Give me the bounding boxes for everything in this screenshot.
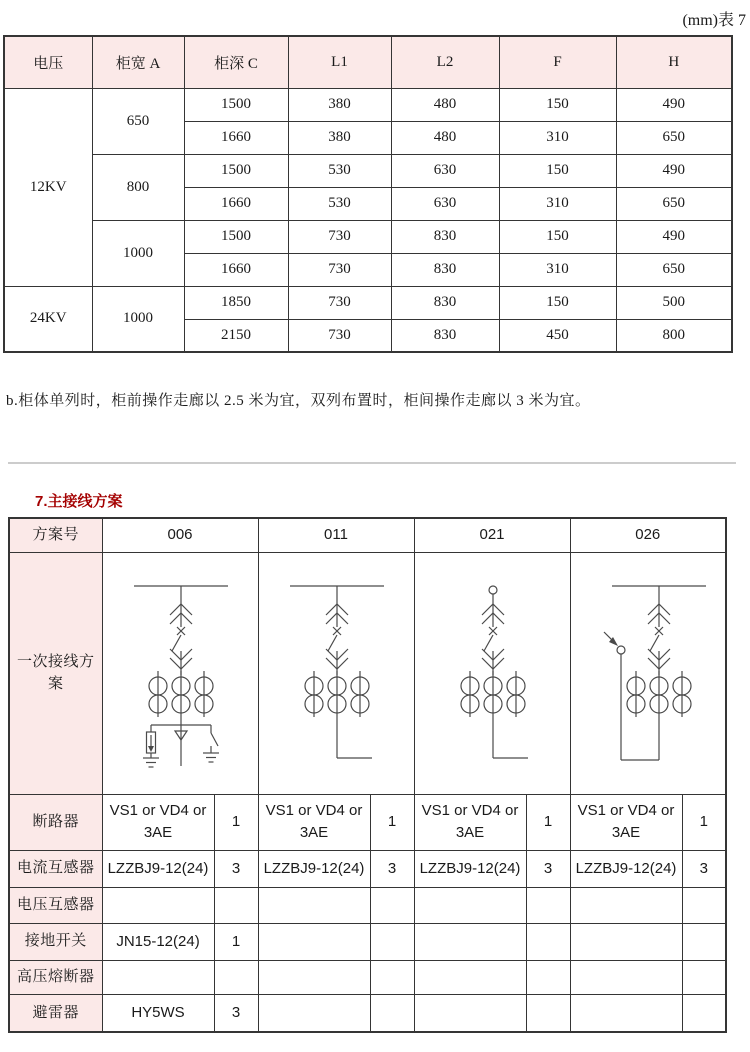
table-cell: 730 [288,319,391,352]
table-cell: 650 [616,253,732,286]
column-header: H [616,36,732,88]
equipment-name-cell [570,923,682,960]
equipment-label: 高压熔断器 [9,960,102,994]
equipment-qty-cell [370,923,414,960]
equipment-name-cell [102,887,214,923]
equipment-qty-cell [526,960,570,994]
width-cell: 650 [92,88,184,154]
scheme-table [8,517,727,1033]
table-cell: 310 [499,253,616,286]
equipment-row [9,923,726,960]
table-cell: 1660 [184,253,288,286]
table-cell: 480 [391,88,499,121]
single-line-diagram-021 [415,553,569,794]
table-cell: 630 [391,154,499,187]
diagram-cell [414,552,570,794]
equipment-qty-cell: 3 [682,850,726,887]
diagram-cell [102,552,258,794]
table-cell: 450 [499,319,616,352]
equipment-qty-cell: 3 [214,850,258,887]
equipment-name-cell [258,994,370,1032]
table-cell: 830 [391,220,499,253]
equipment-name-cell: VS1 or VD4 or 3AE [102,794,214,850]
table-cell: 630 [391,187,499,220]
table-cell: 650 [616,187,732,220]
equipment-row [9,887,726,923]
equipment-name-cell: LZZBJ9-12(24) [570,850,682,887]
table-cell: 1850 [184,286,288,319]
table-row [4,154,732,187]
equipment-label: 避雷器 [9,994,102,1032]
section-title: 7.主接线方案 [35,493,123,510]
equipment-qty-cell: 1 [526,794,570,850]
column-header: 柜深 C [184,36,288,88]
equipment-name-cell [258,887,370,923]
table-cell: 730 [288,286,391,319]
column-header: L1 [288,36,391,88]
equipment-qty-cell [214,960,258,994]
equipment-qty-cell [214,887,258,923]
table-row [4,88,732,121]
equipment-name-cell: VS1 or VD4 or 3AE [414,794,526,850]
equipment-name-cell [258,960,370,994]
column-header: L2 [391,36,499,88]
equipment-name-cell [570,887,682,923]
equipment-name-cell: VS1 or VD4 or 3AE [258,794,370,850]
table-cell: 830 [391,319,499,352]
diagram-row-label: 一次接线方案 [9,552,102,794]
scheme-number: 006 [102,518,258,552]
equipment-name-cell [570,960,682,994]
equipment-name-cell: JN15-12(24) [102,923,214,960]
equipment-name-cell [258,923,370,960]
equipment-row [9,994,726,1032]
column-header: 柜宽 A [92,36,184,88]
scheme-corner-label: 方案号 [9,518,102,552]
equipment-name-cell: LZZBJ9-12(24) [102,850,214,887]
equipment-name-cell: HY5WS [102,994,214,1032]
diagram-cell [258,552,414,794]
equipment-name-cell [570,994,682,1032]
table-cell: 150 [499,88,616,121]
equipment-qty-cell [370,960,414,994]
equipment-name-cell: VS1 or VD4 or 3AE [570,794,682,850]
equipment-qty-cell [526,887,570,923]
width-cell: 1000 [92,286,184,352]
table-cell: 1660 [184,121,288,154]
table-cell: 1500 [184,88,288,121]
table-row [4,220,732,253]
table-header-row [4,36,732,88]
table-cell: 380 [288,121,391,154]
equipment-label: 电压互感器 [9,887,102,923]
table-cell: 830 [391,286,499,319]
diagram-row [9,552,726,794]
table-cell: 530 [288,187,391,220]
table-cell: 650 [616,121,732,154]
table-cell: 1660 [184,187,288,220]
table-caption: (mm)表 7 [682,12,746,29]
table-cell: 800 [616,319,732,352]
equipment-qty-cell [682,923,726,960]
equipment-qty-cell: 3 [526,850,570,887]
table-cell: 730 [288,253,391,286]
equipment-row [9,794,726,850]
table-cell: 310 [499,121,616,154]
scheme-number: 021 [414,518,570,552]
equipment-qty-cell: 3 [214,994,258,1032]
equipment-name-cell: LZZBJ9-12(24) [414,850,526,887]
width-cell: 1000 [92,220,184,286]
equipment-qty-cell: 3 [370,850,414,887]
equipment-qty-cell [370,994,414,1032]
scheme-number: 026 [570,518,726,552]
table-cell: 500 [616,286,732,319]
table-cell: 830 [391,253,499,286]
dimensions-table [3,35,733,353]
equipment-name-cell [414,923,526,960]
equipment-name-cell [414,887,526,923]
diagram-cell [570,552,726,794]
equipment-qty-cell: 1 [214,794,258,850]
table-row [4,286,732,319]
equipment-label: 断路器 [9,794,102,850]
column-header: 电压 [4,36,92,88]
equipment-qty-cell: 1 [682,794,726,850]
table-cell: 310 [499,187,616,220]
table-cell: 730 [288,220,391,253]
table-cell: 380 [288,88,391,121]
table-cell: 490 [616,88,732,121]
column-header: F [499,36,616,88]
equipment-name-cell [414,994,526,1032]
equipment-row [9,960,726,994]
table-cell: 150 [499,220,616,253]
table-cell: 1500 [184,220,288,253]
note-text: b.柜体单列时，柜前操作走廊以 2.5 米为宜，双列布置时，柜间操作走廊以 3 米为宜。 [6,393,591,409]
equipment-name-cell [102,960,214,994]
width-cell: 800 [92,154,184,220]
table-cell: 490 [616,154,732,187]
equipment-qty-cell [682,887,726,923]
table-cell: 490 [616,220,732,253]
equipment-qty-cell [682,960,726,994]
single-line-diagram-011 [259,553,413,794]
scheme-header-row [9,518,726,552]
equipment-qty-cell: 1 [214,923,258,960]
equipment-label: 接地开关 [9,923,102,960]
table-cell: 2150 [184,319,288,352]
equipment-label: 电流互感器 [9,850,102,887]
equipment-qty-cell: 1 [370,794,414,850]
equipment-qty-cell [370,887,414,923]
equipment-qty-cell [682,994,726,1032]
equipment-row [9,850,726,887]
voltage-cell: 24KV [4,286,92,352]
single-line-diagram-006 [103,553,257,794]
equipment-name-cell: LZZBJ9-12(24) [258,850,370,887]
scheme-number: 011 [258,518,414,552]
equipment-qty-cell [526,923,570,960]
table-cell: 1500 [184,154,288,187]
table-cell: 480 [391,121,499,154]
equipment-name-cell [414,960,526,994]
equipment-qty-cell [526,994,570,1032]
table-cell: 150 [499,154,616,187]
table-cell: 530 [288,154,391,187]
section-divider [8,462,736,464]
single-line-diagram-026 [571,553,725,794]
voltage-cell: 12KV [4,88,92,286]
table-cell: 150 [499,286,616,319]
